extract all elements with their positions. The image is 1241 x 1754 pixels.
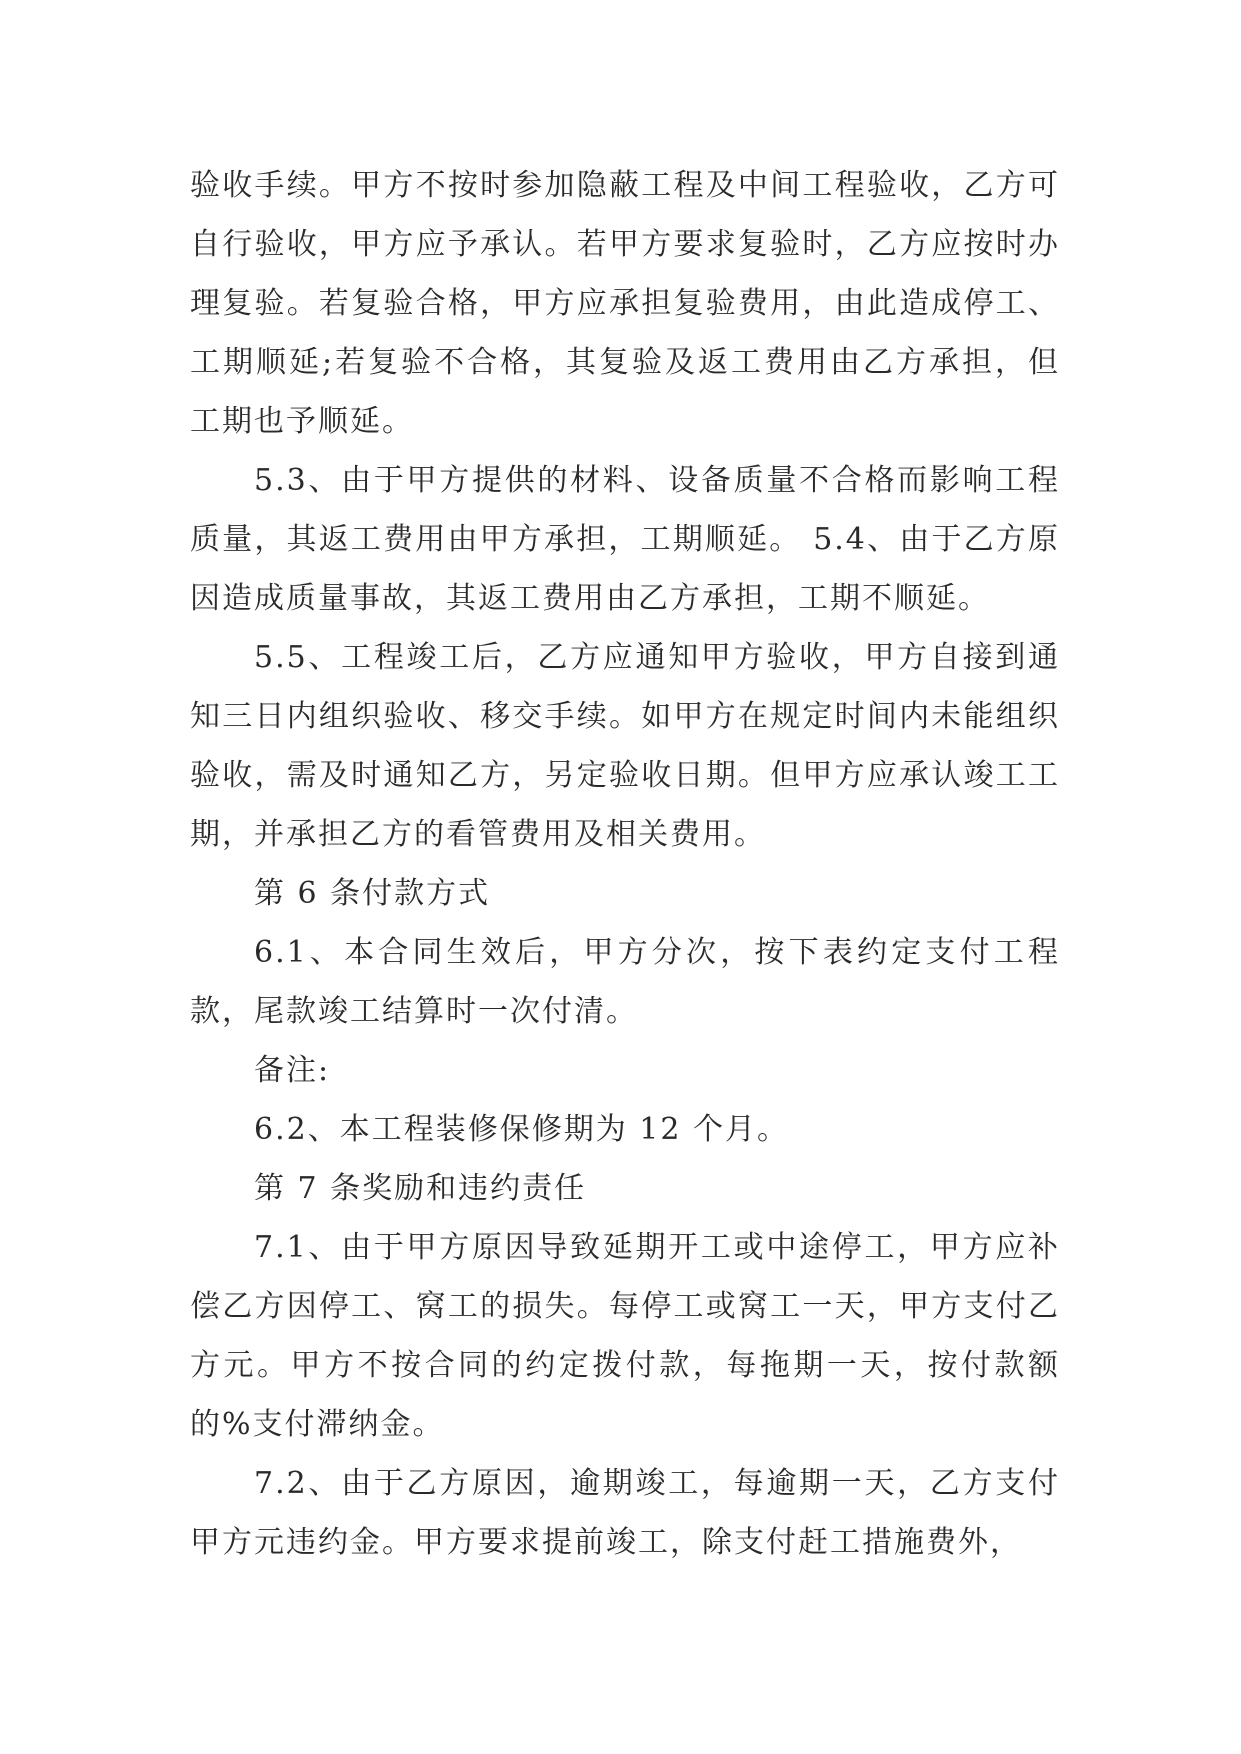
paragraph-clause-5-3: 5.3、由于甲方提供的材料、设备质量不合格而影响工程质量，其返工费用由甲方承担，工期顺延。 5.4、由于乙方原因造成质量事故，其返工费用由乙方承担，工期不顺延。 <box>190 463 1060 616</box>
paragraph-acceptance-procedures: 验收手续。甲方不按时参加隐蔽工程及中间工程验收，乙方可自行验收，甲方应予承认。若甲方要求复验时，乙方应按时办理复验。若复验合格，甲方应承担复验费用，由此造成停工、工期顺延;若复验不合格，其复验及返工费用由乙方承担，但工期也予顺延。 <box>190 168 1060 439</box>
paragraph-clause-6-1: 6.1、本合同生效后，甲方分次，按下表约定支付工程款，尾款竣工结算时一次付清。 <box>190 935 1060 1029</box>
document-body <box>190 156 1060 1572</box>
heading-article-7: 第 7 条奖励和违约责任 <box>254 1171 587 1206</box>
paragraph-clause-7-2: 7.2、由于乙方原因，逾期竣工，每逾期一天，乙方支付甲方元违约金。甲方要求提前竣工，除支付赶工措施费外， <box>190 1466 1060 1560</box>
paragraph-clause-5-5: 5.5、工程竣工后，乙方应通知甲方验收，甲方自接到通知三日内组织验收、移交手续。如甲方在规定时间内未能组织验收，需及时通知乙方，另定验收日期。但甲方应承认竣工工期，并承担乙方的看管费用及相关费用。 <box>190 640 1060 852</box>
paragraph-clause-7-1: 7.1、由于甲方原因导致延期开工或中途停工，甲方应补偿乙方因停工、窝工的损失。每停工或窝工一天，甲方支付乙方元。甲方不按合同的约定拨付款，每拖期一天，按付款额的%支付滞纳金。 <box>190 1230 1060 1442</box>
paragraph-clause-6-2: 6.2、本工程装修保修期为 12 个月。 <box>254 1112 789 1147</box>
paragraph-remarks: 备注: <box>254 1053 331 1088</box>
heading-article-6: 第 6 条付款方式 <box>254 876 491 911</box>
